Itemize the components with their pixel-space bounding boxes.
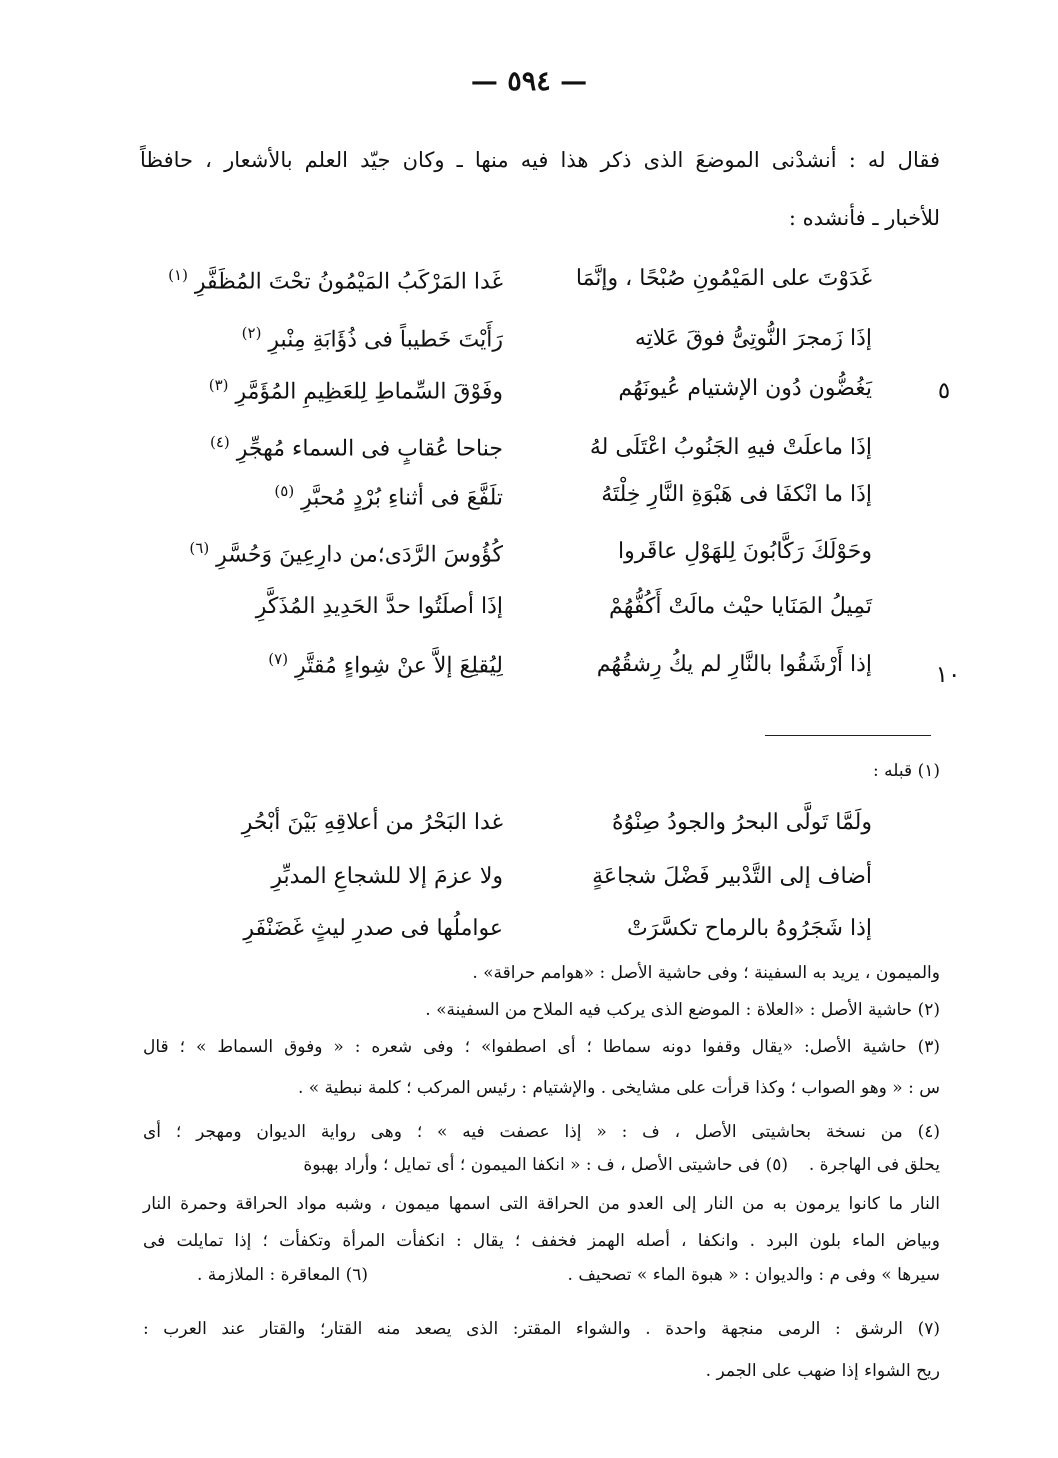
verse-6-second-hemistich [189, 531, 503, 572]
footnote-6: (٦) المعاقرة : الملازمة . [197, 1265, 368, 1285]
verse-7-second-text: إذَا أصلَتُوا حدَّ الحَدِيدِ المُذَكَّرِ [255, 594, 503, 619]
verse-2-note-number: (٢) [241, 324, 262, 342]
footnote-1-verse-2-first: أضاف إلى التَّدْبير فَضْلَ شجاعَةٍ [592, 864, 872, 889]
footnote-1-label: (١) قبله : [873, 761, 940, 781]
intro-line-1: فقال له : أنشدْنى الموضعَ الذى ذكر هذا فيه منها ـ وكان جيّد العلم بالأشعار ، حافظاً [140, 148, 940, 172]
verse-3-first-hemistich: يَغُضُّون دُون الإشتيام عُيونَهُم [618, 376, 872, 401]
verse-2-second-text: رَأَيْتَ خَطيباً فى ذُؤَابَةِ مِنْبرِ [268, 327, 503, 353]
verse-8-note-number: (٧) [268, 650, 289, 668]
footnote-1-verse-1-first: ولَمَّا تَولَّى البحرُ والجودُ صِنْوُهُ [611, 810, 872, 835]
verse-1-second-text: غَدا المَرْكَبُ المَيْمُونُ تحْتَ المُظَفَّرِ [194, 269, 503, 295]
verse-4-first-hemistich: إذَا ماعلَتْ فيهِ الجَنُوبُ اعْتَلَى لهُ [589, 435, 872, 460]
verse-4-second-text: جناحا عُقابٍ فى السماء مُهجِّرِ [236, 436, 503, 462]
footnote-5-line-2: النار ما كانوا يرمون به من النار إلى العدو من الحراقة التى اسمها ميمون ، وشبه مواد الحراقة وحمرة النار [143, 1194, 940, 1214]
line-number-5: ٥ [937, 378, 951, 404]
footnote-1-verse-2-second: ولا عزمَ إلا للشجاعِ المدبِّرِ [271, 864, 503, 889]
verse-2-first-hemistich: إذَا زَمجرَ النُّوتِىُّ فوقَ عَلاتِه [634, 326, 872, 351]
verse-2-second-hemistich [242, 316, 503, 357]
line-number-10: ١٠ [935, 662, 961, 688]
footnote-1-verse-3-second: عواملُها فى صدرِ ليثٍ غَضَنْفَرِ [243, 916, 503, 941]
verse-7-second-hemistich [256, 590, 503, 624]
verse-5-first-hemistich: إذَا ما انْكفَا فى هَبْوَةِ النَّارِ خِلْتَهُ [601, 482, 872, 507]
footnote-5-start: (٥) فى حاشيتى الأصل ، ف : « انكفا الميمون ؛ أى تمايل ؛ وأراد بهبوة [303, 1155, 788, 1175]
footnote-1-verse-3-first: إذا شَجَرُوهُ بالرماح تكسَّرَتْ [626, 916, 872, 941]
verse-3-second-hemistich [209, 368, 503, 409]
verse-8-second-text: لِيُقلِعَ إلاَّ عنْ شِواءٍ مُقتَّرِ [295, 653, 503, 679]
verse-1-first-hemistich: غَدَوْتَ على المَيْمُونِ صُبْحًا ، وإنَّمَا [575, 266, 872, 291]
verse-6-first-hemistich: وحَوْلَكَ رَكَّابُونَ لِلهَوْلِ عاقَروا [618, 539, 872, 564]
footnote-7-line-2: ريح الشواء إذا ضهب على الجمر . [705, 1361, 940, 1381]
footnote-5-line-3: وبياض الماء بلون البرد . وانكفا ، أصله الهمز فخفف ؛ يقال : انكفأت المرأة وتكفأت ؛ إذا تمايلت فى [143, 1231, 940, 1251]
verse-8-second-hemistich [268, 642, 503, 683]
verse-3-second-text: وفَوْقَ السِّماطِ لِلعَظِيمِ المُؤَمَّرِ [235, 379, 503, 405]
verse-4-note-number: (٤) [210, 433, 230, 451]
footnote-1-verse-1-second: غدا البَحْرُ من أعلاقِهِ بَيْنَ أبْحُرِ [241, 810, 503, 835]
verse-5-second-hemistich [274, 474, 503, 515]
footnote-3-line-2: س : « وهو الصواب ؛ وكذا قرأت على مشايخى . والإشتيام : رئيس المركب ؛ كلمة نبطية » . [297, 1078, 940, 1098]
verse-1-note-number: (١) [168, 266, 188, 284]
intro-line-2: للأخبار ـ فأنشده : [788, 206, 940, 230]
verse-8-first-hemistich: إذا أَرْشَقُوا بالنَّارِ لم يكُ رِشقُهُم [596, 652, 872, 677]
footnote-2: (٢) حاشية الأصل : «العلاة : الموضع الذى يركب فيه الملاح من السفينة» . [425, 1000, 940, 1020]
footnote-1-note: والميمون ، يريد به السفينة ؛ وفى حاشية الأصل : «هوامم حراقة» . [472, 963, 940, 983]
footnote-separator [765, 735, 931, 736]
verse-6-second-text: كُؤُوسَ الرَّدَى؛من دارِعِينَ وَحُسَّرِ [216, 542, 503, 568]
footnote-5-line-4: سيرها » وفى م : والديوان : « هبوة الماء » تصحيف . [567, 1265, 940, 1285]
page-number: — ٥٩٤ — [470, 66, 588, 97]
verse-3-note-number: (٣) [208, 376, 229, 394]
footnote-7-line-1: (٧) الرشق : الرمى منجهة واحدة . والشواء المقتر: الذى يصعد منه القتار؛ والقتار عند العرب : [143, 1319, 940, 1339]
footnote-4-line-1: (٤) من نسخة بحاشيتى الأصل ، ف : « إذا عصفت فيه » ؛ وهى رواية الديوان ومهجر ؛ أى [143, 1122, 940, 1142]
footnote-4-line-2: يحلق فى الهاجرة . [808, 1155, 940, 1175]
verse-6-note-number: (٦) [189, 539, 210, 557]
verse-5-second-text: تلَفَّعَ فى أثناءِ بُرْدٍ مُحبَّرِ [301, 485, 503, 511]
footnote-3-line-1: (٣) حاشية الأصل: «يقال وقفوا دونه سماطا ؛ أى اصطفوا» ؛ وفى شعره : « وفوق السماط » ؛ قال [143, 1037, 940, 1057]
verse-1-second-hemistich [168, 258, 503, 299]
verse-7-first-hemistich: تَمِيلُ المَنَايا حيْث مالَتْ أَكُفُّهُمْ [609, 594, 872, 619]
verse-4-second-hemistich [210, 425, 503, 466]
verse-5-note-number: (٥) [274, 482, 295, 500]
